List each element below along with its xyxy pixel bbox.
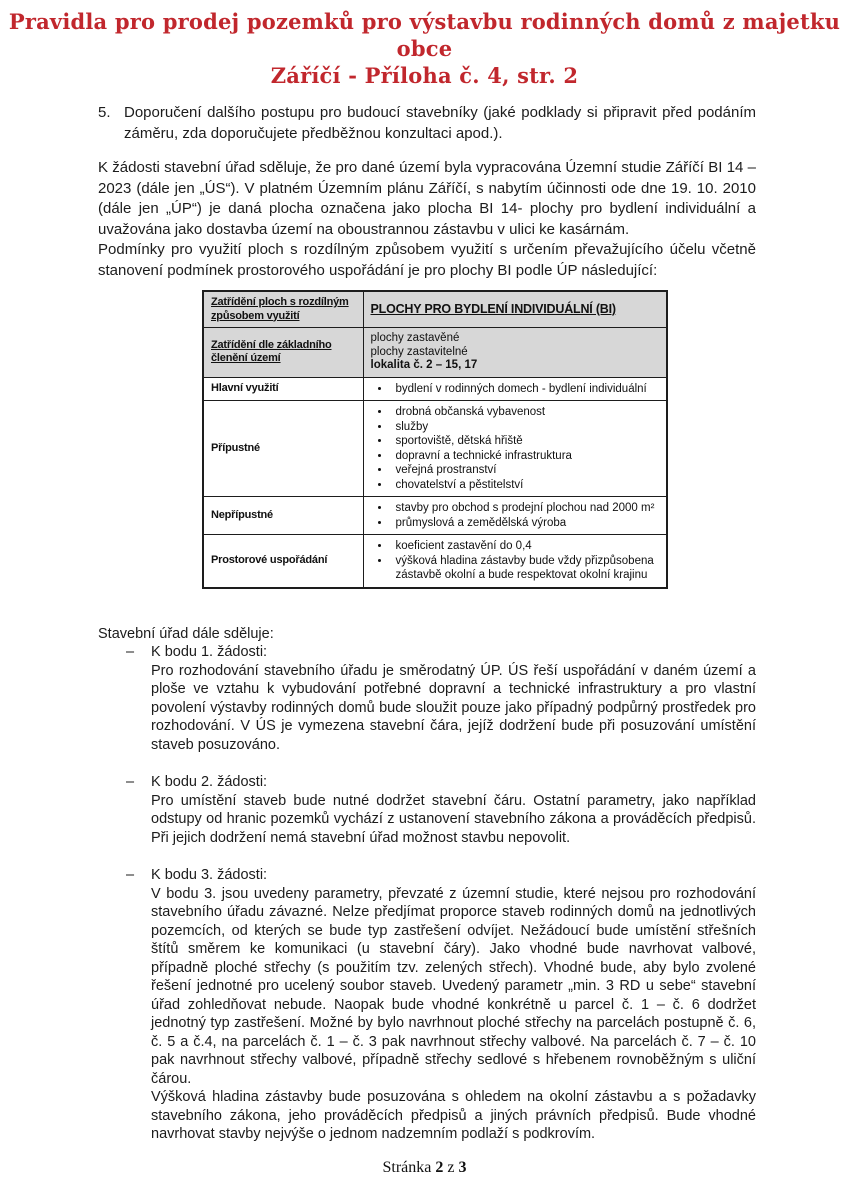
point-heading: K bodu 3. žádosti: (151, 867, 268, 883)
footer-total-pages: 3 (458, 1158, 467, 1176)
row-label-cell (203, 535, 363, 588)
footer-word: Stránka (382, 1158, 432, 1176)
table-row-spatial-arrangement (203, 535, 667, 588)
dash-marker: – (126, 774, 135, 790)
intro-section (98, 158, 756, 281)
bullet-item: • výšková hladina zástavby bude vždy přizpůsobena zástavbě okolní a bude respektovat okolní krajinu (391, 554, 660, 583)
bullet-item: • stavby pro obchod s prodejní plochou nad 2000 m² (391, 501, 660, 516)
point-3-item (126, 866, 756, 1144)
row-label: Hlavní využití (211, 382, 279, 394)
bullet-list (371, 382, 660, 397)
intro-paragraph-2: Podmínky pro využití ploch s rozdílným způsobem využití s určením převažujícího účelu včetně stanovení podmínek prostorového uspořádání je pro plochy BI podle ÚP následující: (98, 241, 756, 279)
dash-marker: – (126, 867, 135, 883)
page-title (0, 0, 849, 89)
row-label: Nepřípustné (211, 508, 273, 521)
point-paragraph: V bodu 3. jsou uvedeny parametry, převzaté z územní studie, které nejsou pro rozhodování stavebního úřadu závazné. Nelze předjímat proporce staveb rodinných domů na jednotlivých pozemcích, od kterých se bude typ zastřešení odvíjet. Nežádoucí bude umístění střešních štítů směrem ke komunikaci (u stavební čáry). Jako vhodné bude navrhovat valbové, případně ploché střechy (s použitím tzv. zelených střech). Vhodné bude, aby bylo zvolené řešení jednotné pro ucelený soubor staveb. Uvedený parametr „min. 3 RD u sebe“ stavební úřad zohledňovat nebude. Naopak bude vhodné konkrétně u parcel č. 1 – č. 6 dodržet jednotný typ zastřešení. Možné by bylo navrhnout ploché střechy na parcelách postupně č. 6, č. 5 a č.4, na parcelách č. 1 – č. 3 pak navrhnout střechy valbové. Na parcelách č. 7 – č. 10 pak navrhnout střechy valbové, případně střechy sedlové s hřebenem rovnoběžným s uliční čárou. (151, 885, 756, 1087)
bullet-item: • průmyslová a zemědělská výroba (391, 516, 660, 531)
item-number: 5. (98, 104, 111, 121)
row-value-cell (363, 401, 667, 497)
row-value-cell (363, 377, 667, 401)
point-1-item (126, 643, 756, 754)
point-heading: K bodu 2. žádosti: (151, 774, 268, 790)
bullet-list (371, 539, 660, 583)
row-value-cell (363, 535, 667, 588)
point-paragraph: Pro umístění staveb bude nutné dodržet stavební čáru. Ostatní parametry, jako například odstupy od hranic pozemků vychází z ustanovení stavebního zákona a prováděcích předpisů. Při jejich dodržení nemá stavební úřad možnost stavbu nepovolit. (151, 792, 756, 846)
row-value-cell (363, 328, 667, 378)
bullet-item: • koeficient zastavění do 0,4 (391, 539, 660, 554)
row-label: Přípustné (211, 441, 260, 454)
title-line-2: Záříčí - Příloha č. 4, str. 2 (270, 63, 579, 88)
point-paragraph: Výšková hladina zástavby bude posuzována s ohledem na okolní zástavbu a s požadavky stavebního zákona, jeho prováděcích předpisů a jiných právních předpisů. Bude vhodné navrhovat stavby nejvýše o jednom nadzemním podlaží s podkrovím. (151, 1089, 756, 1142)
value-line: plochy zastavitelné (370, 345, 468, 358)
row-value-cell (363, 291, 667, 328)
point-2-item (126, 773, 756, 847)
intro-paragraph-1: K žádosti stavební úřad sděluje, že pro dané území byla vypracována Územní studie Záříčí BI 14 – 2023 (dále jen „ÚS“). V platném Územním plánu Záříčí, s nabytím účinnosti ode dne 19. 10. 2010 (dále jen „ÚP“) je daná plocha označena jako plocha BI 14- plochy pro bydlení individuální a uvažována jako dostavba území na oboustrannou zástavbu v ulici ke kasárnám. (98, 159, 756, 238)
bullet-item: • veřejná prostranství (391, 463, 660, 478)
row-label: Zatřídění dle základního členění území (211, 338, 332, 365)
row-label: Prostorové uspořádání (211, 554, 328, 566)
point-heading-row (126, 866, 756, 885)
row-label-cell (203, 291, 363, 328)
row-label: Zatřídění ploch s rozdílným způsobem využití (211, 296, 349, 322)
table-row-impermissible (203, 497, 667, 535)
point-heading-row (126, 773, 756, 792)
item-text: Doporučení dalšího postupu pro budoucí stavebníky (jaké podklady si připravit před podáním záměru, zda doporučujete předběžnou konzultaci apod.). (124, 104, 756, 142)
dash-marker: – (126, 644, 135, 660)
bullet-item: • drobná občanská vybavenost (391, 405, 660, 420)
numbered-item-5 (98, 102, 756, 144)
row-value-cell (363, 497, 667, 535)
row-label-cell (203, 497, 363, 535)
table-row-main-use (203, 377, 667, 401)
bullet-item: • služby (391, 420, 660, 435)
point-heading: K bodu 1. žádosti: (151, 644, 268, 660)
value-line: plochy zastavěné (370, 332, 460, 344)
row-label-cell (203, 377, 363, 401)
value-line-locality: lokalita č. 2 – 15, 17 (370, 359, 478, 371)
table-row-basic-zoning (203, 328, 667, 378)
row-label-cell (203, 401, 363, 497)
bullet-item: • sportoviště, dětská hřiště (391, 434, 660, 449)
table-row-permissible (203, 401, 667, 497)
bullet-list (371, 501, 660, 530)
zoning-table (202, 290, 668, 589)
bullet-item: • chovatelství a pěstitelství (391, 478, 660, 493)
footer-current-page: 2 (435, 1158, 444, 1176)
row-label-cell (203, 328, 363, 378)
point-paragraph: Pro rozhodování stavebního úřadu je směrodatný ÚP. ÚS řeší uspořádání v daném území a ploše ve vztahu k vybudování potřebné dopravní a technické infrastruktury a pro vlastní povolení výstavby rodinných domů bude sloužit pouze jako případný podpůrný prostředek pro rozhodování. V ÚS je vymezena stavební čára, jejíž dodržení bude při posuzování umístění staveb posuzováno. (151, 662, 756, 753)
table-column-header: PLOCHY PRO BYDLENÍ INDIVIDUÁLNÍ (BI) (370, 301, 616, 316)
table-row-classification (203, 291, 667, 328)
page-footer (0, 1159, 849, 1177)
bullet-item: • bydlení v rodinných domech - bydlení individuální (391, 382, 660, 397)
body-lead-line: Stavební úřad dále sděluje: (98, 625, 274, 642)
bullet-list (371, 405, 660, 492)
bullet-item: • dopravní a technické infrastruktura (391, 449, 660, 464)
title-line-1: Pravidla pro prodej pozemků pro výstavbu rodinných domů z majetku obce (8, 9, 841, 61)
footer-of-word: z (447, 1158, 455, 1176)
point-heading-row (126, 643, 756, 662)
